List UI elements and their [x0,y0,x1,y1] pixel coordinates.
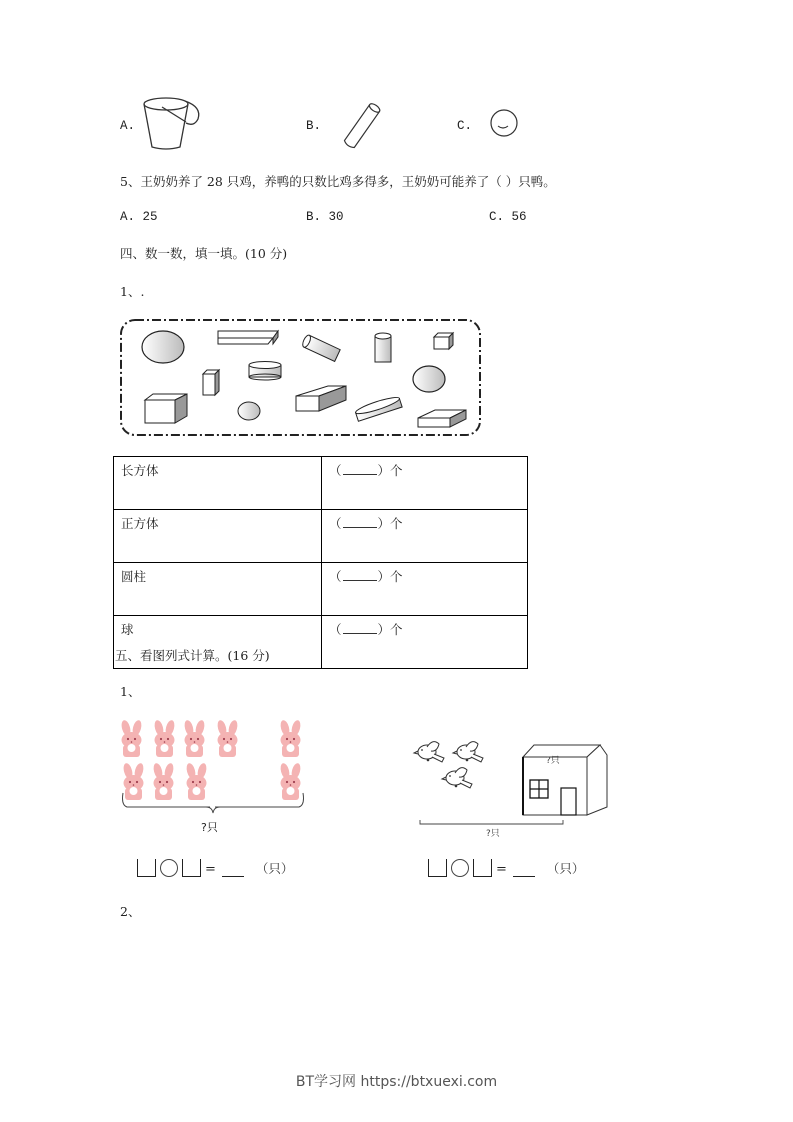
answer-box[interactable] [473,859,492,877]
bird-icon [414,742,444,762]
birds-brace-label: ?只 [486,829,500,839]
sphere-shape [142,331,184,363]
shape-name-cell: 圆柱 [114,563,322,616]
q5-option-a: A. 25 [120,210,158,224]
table-row [114,510,528,563]
cuboid-shape [203,370,219,395]
answer-blank[interactable] [343,569,377,581]
answer-box[interactable] [137,859,156,877]
answer-blank[interactable] [343,516,377,528]
cylinder-tube-icon [340,100,385,152]
birds-house-figure [405,735,620,840]
option-b-label: B. [306,119,322,133]
section-4-title: 四、数一数，填一填。(10 分) [120,246,288,261]
answer-box[interactable] [182,859,201,877]
table-row [114,563,528,616]
unit-label: （只） [546,861,585,876]
answer-cell[interactable] [322,457,528,510]
paren-open: （ [329,622,342,637]
sphere-shape [238,402,260,420]
bird-icon [453,742,483,762]
cylinder-shape [375,333,391,362]
section-4-item-1-label: 1、. [120,284,145,299]
answer-cell[interactable] [322,616,528,669]
sphere-shape [413,366,445,392]
section-5-item-1-label: 1、 [120,684,141,699]
footer-watermark: BT学习网 https://btxuexi.com [295,1074,498,1090]
answer-box[interactable] [428,859,447,877]
result-blank[interactable] [513,876,535,877]
cuboid-shape [218,331,278,344]
equals-sign: = [205,862,216,877]
unit-label: ）个 [377,516,403,531]
cylinder-shape [354,395,402,422]
rabbits-figure [115,715,315,835]
rabbit-row-1 [120,719,302,757]
q5-option-b: B. 30 [306,210,344,224]
cylinder-shape [301,334,340,361]
q5-option-c: C. 56 [489,210,527,224]
bucket-icon [140,95,208,153]
unit-label: ）个 [377,463,403,478]
unit-label: （只） [255,861,294,876]
option-a-label: A. [120,119,136,133]
unit-label: ）个 [377,569,403,584]
cuboid-shape [296,386,346,411]
table-row [114,457,528,510]
shape-name-cell: 长方体 [114,457,322,510]
question-5-text: 5、王奶奶养了 28 只鸡，养鸭的只数比鸡多得多，王奶奶可能养了（ ）只鸭。 [120,174,556,189]
answer-blank[interactable] [343,463,377,475]
equation-left [137,859,293,877]
option-c-label: C. [457,119,473,133]
house-icon [523,745,607,815]
operator-circle[interactable] [160,859,178,877]
unit-label: ）个 [377,622,403,637]
operator-circle[interactable] [451,859,469,877]
bird-icon [442,768,472,788]
equation-right [428,859,584,877]
house-label: ?只 [546,756,560,766]
answer-cell[interactable] [322,510,528,563]
cuboid-shape [418,410,466,427]
cube-shape [434,333,453,349]
shape-name-cell: 球 [114,616,322,669]
cylinder-shape [249,362,281,381]
cube-shape [145,394,187,423]
section-5-title: 五、看图列式计算。(16 分) [115,648,270,663]
shape-name-cell: 正方体 [114,510,322,563]
paren-open: （ [329,569,342,584]
section-5-item-2-label: 2、 [120,904,141,919]
answer-cell[interactable] [322,563,528,616]
solids-figure [118,318,483,438]
shape-count-table [113,456,528,669]
answer-blank[interactable] [343,622,377,634]
rabbits-brace-label: ?只 [201,821,218,834]
result-blank[interactable] [222,876,244,877]
paren-open: （ [329,463,342,478]
paren-open: （ [329,516,342,531]
rabbit-row-2 [122,762,302,800]
ball-icon [488,107,522,141]
equals-sign: = [496,862,507,877]
